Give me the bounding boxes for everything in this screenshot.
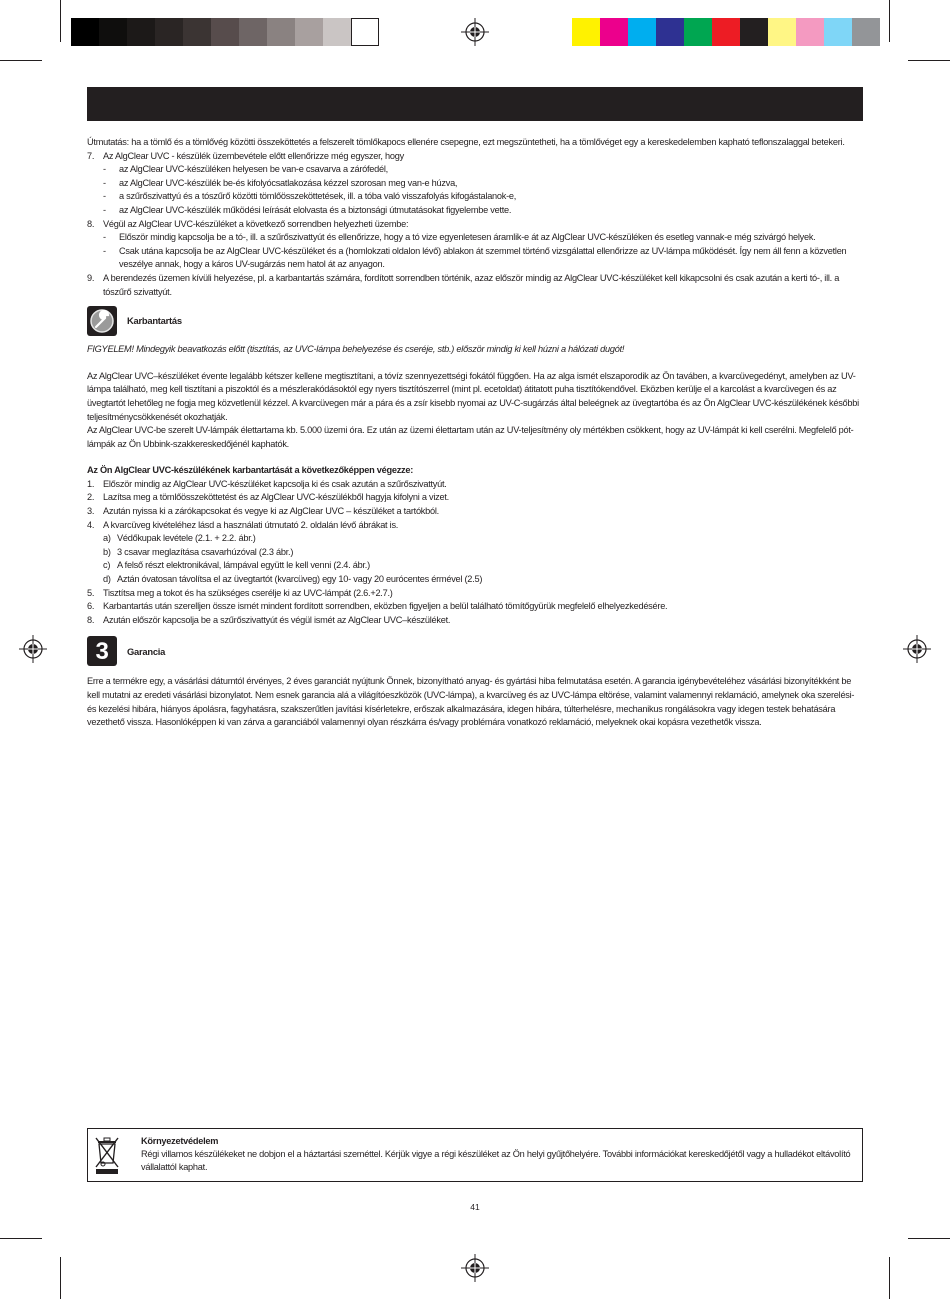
step-item xyxy=(87,491,863,505)
dash-marker: - xyxy=(103,177,106,188)
crop-mark xyxy=(889,0,890,42)
intro-note: Útmutatás: ha a tömlő és a tömlővég közötti összeköttetés a felszerelt tömlőkapocs ellenére csepegne, ezt megszüntetheti, ha a tömlővéget egy a kereskedelemben kapható teflonszalaggal betekeri. xyxy=(87,137,845,147)
page-number: 41 xyxy=(470,1202,480,1212)
dash-marker: - xyxy=(103,245,106,256)
bullet-text: Csak utána kapcsolja be az AlgClear UVC-készüléket és a (homlokzati oldalon lévő) ablakon át szemmel történő vizsgálattal ellenőrizze az UV-lámpa működését. Így nem áll fenn a közvetlen veszélye annak, hogy a káros UV-sugárzás nem hatol át az anyagon. xyxy=(119,245,847,270)
bullet-item xyxy=(87,245,863,272)
setup-steps xyxy=(87,150,863,300)
calibration-swatch xyxy=(740,18,768,46)
environment-notice xyxy=(87,1128,863,1182)
header-bar xyxy=(87,87,863,121)
step-item xyxy=(87,614,863,628)
sub-step-text: A felső részt elektronikával, lámpával együtt le kell venni (2.4. ábr.) xyxy=(117,560,370,571)
warranty-text: Erre a termékre egy, a vásárlási dátumtól érvényes, 2 éves garanciát nyújtunk Önnek, bizonyítható anyag- és gyártási hiba felmutatása esetén. A garancia igénybevételéhez vásárlási bizonyítékként be kell mutatni az eredeti vásárlási bizonylatot. Nem esnek garancia alá a világítóeszközök (UVC-lámpa), a kvarcüveg és az UVC-lámpa eltörése, valamint valamennyi reklamáció, amelynek oka szerelési- és kezelési hibára, hiányos ápolásra, fagyhatásra, szakszerűtlen javítási kísérletekre, erőszak alkalmazására, idegen hibára, túlterhelésre, mechanikus rongálásokra vagy idegen testek behatására vezethető vissza. Hasonlóképpen ki van zárva a garanciából valamennyi olyan részkárra és/vagy problémára vonatkozó reklamáció, melyeknek okai kopásra vezethetők vissza. xyxy=(87,676,855,728)
calibration-swatch xyxy=(295,18,323,46)
sub-step-letter: b) xyxy=(103,546,111,557)
sub-step-item xyxy=(87,532,863,546)
maintenance-steps xyxy=(87,478,863,628)
step-number: 8. xyxy=(87,218,95,229)
calibration-swatch xyxy=(712,18,740,46)
bullet-text: Először mindig kapcsolja be a tó-, ill. a szűrőszivattyút és ellenőrizze, hogy a tó vize egyenletesen áramlik-e át az AlgClear UVC-készüléken és esetleg vannak-e még szivárgó helyek. xyxy=(119,232,816,243)
crop-mark xyxy=(908,60,950,61)
step-number: 4. xyxy=(87,519,95,530)
sub-step-item xyxy=(87,573,863,587)
registration-mark-bottom xyxy=(461,1254,489,1282)
bullet-item xyxy=(87,190,863,204)
bullet-text: az AlgClear UVC-készüléken helyesen be van-e csavarva a zárófedél, xyxy=(119,164,388,175)
step-text: Lazítsa meg a tömlőösszeköttetést és az AlgClear UVC-készülékből hagyja kifolyni a vizet. xyxy=(103,492,449,503)
step-number: 9. xyxy=(87,272,95,283)
step-text: A kvarcüveg kivételéhez lásd a használati útmutató 2. oldalán lévő ábrákat is. xyxy=(103,519,399,530)
calibration-swatch xyxy=(656,18,684,46)
environment-text: Régi villamos készülékeket ne dobjon el a háztartási szeméttel. Kérjük vigye a régi készüléket az Ön helyi gyűjtőhelyére. További információkat kereskedőjétől vagy a hulladékot eltávolító vállalattól kaphat. xyxy=(141,1148,851,1172)
crop-mark xyxy=(0,1238,42,1239)
step-text: Végül az AlgClear UVC-készüléket a következő sorrendben helyezheti üzembe: xyxy=(103,218,409,229)
crop-mark xyxy=(60,0,61,42)
sub-step-item xyxy=(87,546,863,560)
step-text: Azután először kapcsolja be a szűrőszivattyút és végül ismét az AlgClear UVC–készüléket. xyxy=(103,614,451,625)
step-number: 1. xyxy=(87,478,95,489)
step-item xyxy=(87,505,863,519)
step-item xyxy=(87,600,863,614)
step-item xyxy=(87,587,863,601)
maintenance-steps-title: Az Ön AlgClear UVC-készülékének karbantartását a következőképpen végezze: xyxy=(87,465,414,476)
step-item xyxy=(87,218,863,232)
calibration-swatch xyxy=(768,18,796,46)
calibration-swatch xyxy=(155,18,183,46)
step-item xyxy=(87,519,863,533)
calibration-swatch xyxy=(127,18,155,46)
calibration-swatch xyxy=(852,18,880,46)
calibration-swatch xyxy=(572,18,600,46)
registration-mark-left xyxy=(19,635,47,663)
calibration-swatch xyxy=(684,18,712,46)
crop-mark xyxy=(908,1238,950,1239)
calibration-swatch xyxy=(71,18,99,46)
wrench-icon xyxy=(87,306,117,336)
step-text: Karbantartás után szerelljen össze ismét mindent fordított sorrendben, eközben figyeljen a belül található tömítőgyürük megfelelő elhelyezkedésére. xyxy=(103,601,668,612)
maintenance-heading xyxy=(87,305,863,337)
dash-marker: - xyxy=(103,204,106,215)
step-number: 3. xyxy=(87,506,95,517)
bullet-item xyxy=(87,163,863,177)
step-number: 5. xyxy=(87,587,95,598)
dash-marker: - xyxy=(103,164,106,175)
step-text: Tisztítsa meg a tokot és ha szükséges cserélje ki az UVC-lámpát (2.6.+2.7.) xyxy=(103,587,393,598)
warranty-heading xyxy=(87,635,863,667)
calibration-swatch xyxy=(239,18,267,46)
maintenance-paragraph: Az AlgClear UVC-be szerelt UV-lámpák élettartama kb. 5.000 üzemi óra. Ez után az üzemi élettartam után az UV-teljesítmény oly mértékben csökkent, hogy az UV-lámpát ki kell cserélni. Megfelelő pót-lámpák az Ön Ubbink-szakkereskedőjénél kaphatók. xyxy=(87,425,854,449)
bullet-text: az AlgClear UVC-készülék működési leírását elolvasta és a biztonsági útmutatásokat figyelembe vette. xyxy=(119,204,512,215)
crop-mark xyxy=(60,1257,61,1299)
crossed-bin-icon xyxy=(95,1135,119,1175)
calibration-swatch xyxy=(211,18,239,46)
page-content xyxy=(87,136,863,730)
sub-step-text: 3 csavar meglazítása csavarhúzóval (2.3 ábr.) xyxy=(117,546,294,557)
calibration-swatch xyxy=(323,18,351,46)
section-title: Garancia xyxy=(127,645,166,657)
step-item xyxy=(87,478,863,492)
crop-mark xyxy=(0,60,42,61)
calibration-swatch xyxy=(600,18,628,46)
bullet-item xyxy=(87,177,863,191)
calibration-swatch xyxy=(183,18,211,46)
calibration-swatch xyxy=(824,18,852,46)
environment-title: Környezetvédelem xyxy=(141,1136,219,1146)
sub-step-text: Aztán óvatosan távolítsa el az üvegtartót (kvarcüveg) egy 10- vagy 20 eurócentes érmével (2.5) xyxy=(117,574,483,585)
step-number: 7. xyxy=(87,150,95,161)
registration-mark-right xyxy=(903,635,931,663)
sub-step-letter: c) xyxy=(103,560,111,571)
dash-marker: - xyxy=(103,232,106,243)
maintenance-paragraph: Az AlgClear UVC–készüléket évente legalább kétszer kellene megtisztítani, a tóvíz szennyezettségi fokától függően. Ha az alga ismét elszaporodik az Ön taváben, a kvarcüvegedényt, amelyben az UV-lámpa található, meg kell tisztítani a piszoktól és a mészlerakódásoktól egy nyers tisztítószerrel (mint pl. ecetoldat) átitatott puha tisztítókendővel. Eközben kerülje el a karcolást a kvarcüvegen és az üvegtartót lehetőleg ne fogja meg közvetlenül kézzel. A kvarcüvegen már a pára és a zsír kisebb nyomai az UV-C-sugárzás által beleégnek az üvegtartóba és az Ön AlgClear UVC-készülékének későbbi teljesítménycsökkenését okozhatják. xyxy=(87,370,859,422)
section-title: Karbantartás xyxy=(127,315,182,327)
step-number: 2. xyxy=(87,492,95,503)
dash-marker: - xyxy=(103,191,106,202)
sub-step-text: Védőkupak levétele (2.1. + 2.2. ábr.) xyxy=(117,533,256,544)
step-text: Először mindig az AlgClear UVC-készüléket kapcsolja ki és csak azután a szűrőszivattyút. xyxy=(103,478,447,489)
bullet-item xyxy=(87,204,863,218)
maintenance-warning: FIGYELEM! Mindegyik beavatkozás előtt (tisztítás, az UVC-lámpa behelyezése és cseréje, stb.) először mindig ki kell húzni a hálózati dugót! xyxy=(87,344,625,355)
bullet-text: a szűrőszivattyú és a tószűrő közötti tömlőösszeköttetések, ill. a tóba való visszafolyás kifogástalanok-e, xyxy=(119,191,517,202)
step-text: Az AlgClear UVC - készülék üzembevétele előtt ellenőrizze még egyszer, hogy xyxy=(103,150,404,161)
step-text: A berendezés üzemen kívüli helyezése, pl. a karbantartás számára, fordított sorrendben történik, azaz először mindig az AlgClear UVC-készüléket kell kikapcsolni és csak azután a kerti tó-, ill. a tószűrő szivattyút. xyxy=(103,272,840,297)
environment-text-block xyxy=(141,1135,851,1173)
registration-mark-top xyxy=(461,18,489,46)
sub-step-item xyxy=(87,559,863,573)
sub-step-letter: a) xyxy=(103,533,111,544)
calibration-swatch xyxy=(628,18,656,46)
calibration-swatch xyxy=(351,18,379,46)
step-item xyxy=(87,272,863,299)
section-number-badge: 3 xyxy=(87,636,117,666)
calibration-swatch xyxy=(796,18,824,46)
calibration-swatch xyxy=(99,18,127,46)
step-number: 8. xyxy=(87,614,95,625)
step-text: Azután nyissa ki a zárókapcsokat és vegye ki az AlgClear UVC – készüléket a tartókból. xyxy=(103,506,439,517)
bullet-text: az AlgClear UVC-készülék be-és kifolyócsatlakozása kézzel szorosan meg van-e húzva, xyxy=(119,177,458,188)
bullet-item xyxy=(87,231,863,245)
calibration-swatch xyxy=(267,18,295,46)
sub-step-letter: d) xyxy=(103,574,111,585)
crop-mark xyxy=(889,1257,890,1299)
step-number: 6. xyxy=(87,601,95,612)
step-item xyxy=(87,150,863,164)
